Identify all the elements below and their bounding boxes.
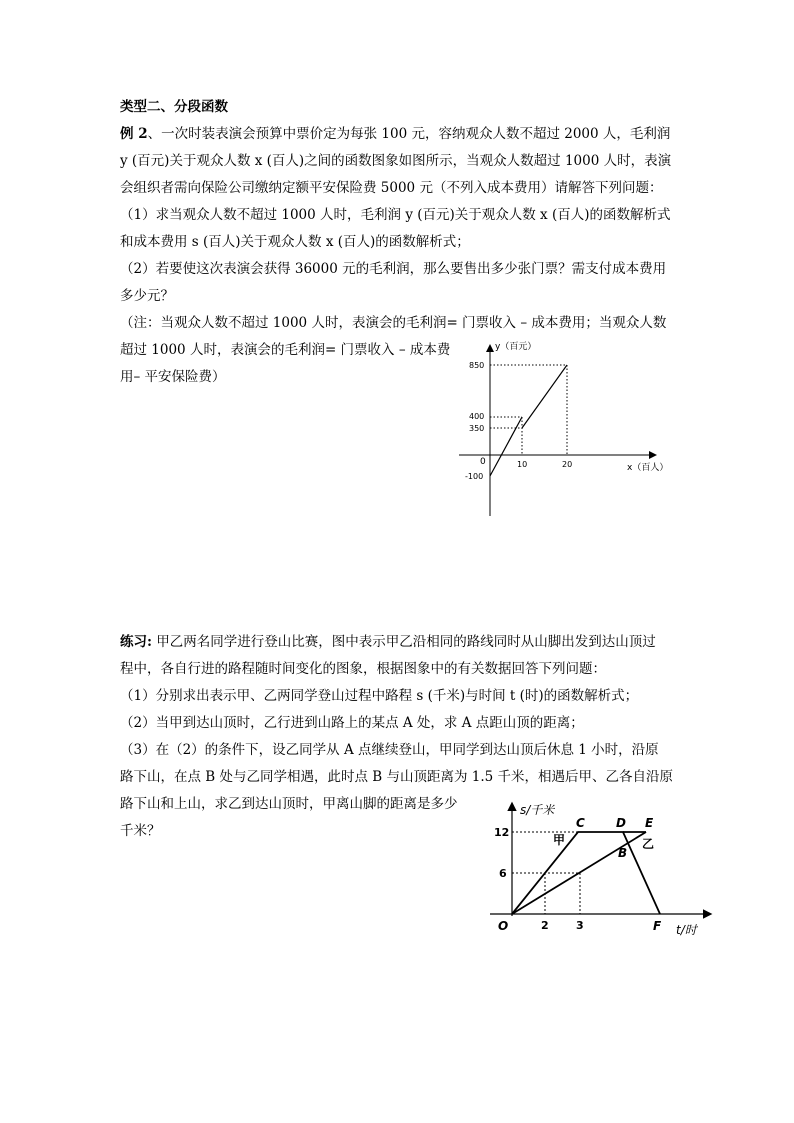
y-tick-neg100: -100 [465,472,484,481]
practice-line-6: 路下山，在点 B 处与乙同学相遇，此时点 B 与山顶距离为 1.5 千米，相遇后甲、乙各自沿原 [120,769,674,785]
jia-line [512,832,660,914]
point-b-label: B [618,846,628,860]
point-c-label: C [576,816,585,830]
segment-2 [522,365,567,428]
y-tick-350: 350 [469,424,485,433]
s-tick-12: 12 [494,826,510,839]
s-tick-6: 6 [499,867,507,880]
practice-line-8: 千米？ [120,823,161,839]
example-line-5: 和成本费用 s (百人)关于观众人数 x (百人)的函数解析式； [120,234,470,250]
point-e-label: E [645,816,654,830]
x-tick-10: 10 [517,460,528,469]
y-axis-label: y（百元） [495,342,537,352]
t-tick-3: 3 [576,919,584,932]
x-axis-label: x（百人） [627,463,669,473]
s-axis-label: s/千米 [520,803,555,817]
origin-label: 0 [480,457,486,467]
example-line-4: （1）求当观众人数不超过 1000 人时，毛利润 y (百元)关于观众人数 x (百人)的函数解析式 [120,207,671,223]
practice-line-1: 练习: 甲乙两名同学进行登山比赛，图中表示甲乙沿相同的路线同时从山脚出发到达山顶过 [120,634,656,650]
practice-line-4: （2）当甲到达山顶时，乙行进到山路上的某点 A 处，求 A 点距山顶的距离； [120,715,584,731]
example-line-1: 例 2、一次时装表演会预算中票价定为每张 100 元，容纳观众人数不超过 2000 人，毛利润 [120,126,671,142]
y-tick-400: 400 [469,412,485,421]
example-label: 例 2 [120,126,148,142]
example-line-3: 会组织者需向保险公司缴纳定额平安保险费 5000 元（不列入成本费用）请解答下列问题： [120,180,663,196]
practice-line-5: （3）在（2）的条件下，设乙同学从 A 点继续登山，甲同学到达山顶后休息 1 小时，沿原 [120,742,659,758]
t-tick-2: 2 [541,919,549,932]
point-f-label: F [653,919,662,933]
practice-line-2: 程中，各自行进的路程随时间变化的图象，根据图象中的有关数据回答下列问题： [120,661,606,677]
example-line-7: 多少元？ [120,288,174,304]
example-line-10: 用– 平安保险费） [120,369,226,385]
yi-series-label: 乙 [642,837,655,851]
climbing-distance-graph [490,798,730,946]
t-axis-label: t/时 [676,923,697,937]
example-line-8: （注：当观众人数不超过 1000 人时，表演会的毛利润= 门票收入 – 成本费用；当观众人数 [120,315,667,331]
practice-line-3: （1）分别求出表示甲、乙两同学登山过程中路程 s (千米)与时间 t (时)的函数解析式； [120,688,639,704]
point-d-label: D [616,816,626,830]
example-line-6: （2）若要使这次表演会获得 36000 元的毛利润，那么要售出多少张门票？需支付成本费用 [120,261,667,277]
example-line-9: 超过 1000 人时，表演会的毛利润= 门票收入 – 成本费 [120,342,451,358]
example-line-2: y (百元)关于观众人数 x (百人)之间的函数图象如图所示，当观众人数超过 1000 人时，表演 [120,153,672,169]
practice-label: 练习: [120,634,152,650]
section-title: 类型二、分段函数 [120,99,228,115]
profit-function-graph [455,338,675,520]
y-tick-850: 850 [469,361,485,370]
jia-series-label: 甲 [553,833,566,847]
practice-line-7: 路下山和上山，求乙到达山顶时，甲离山脚的距离是多少 [120,796,458,812]
origin-o-label: O [498,919,509,933]
x-tick-20: 20 [562,460,573,469]
